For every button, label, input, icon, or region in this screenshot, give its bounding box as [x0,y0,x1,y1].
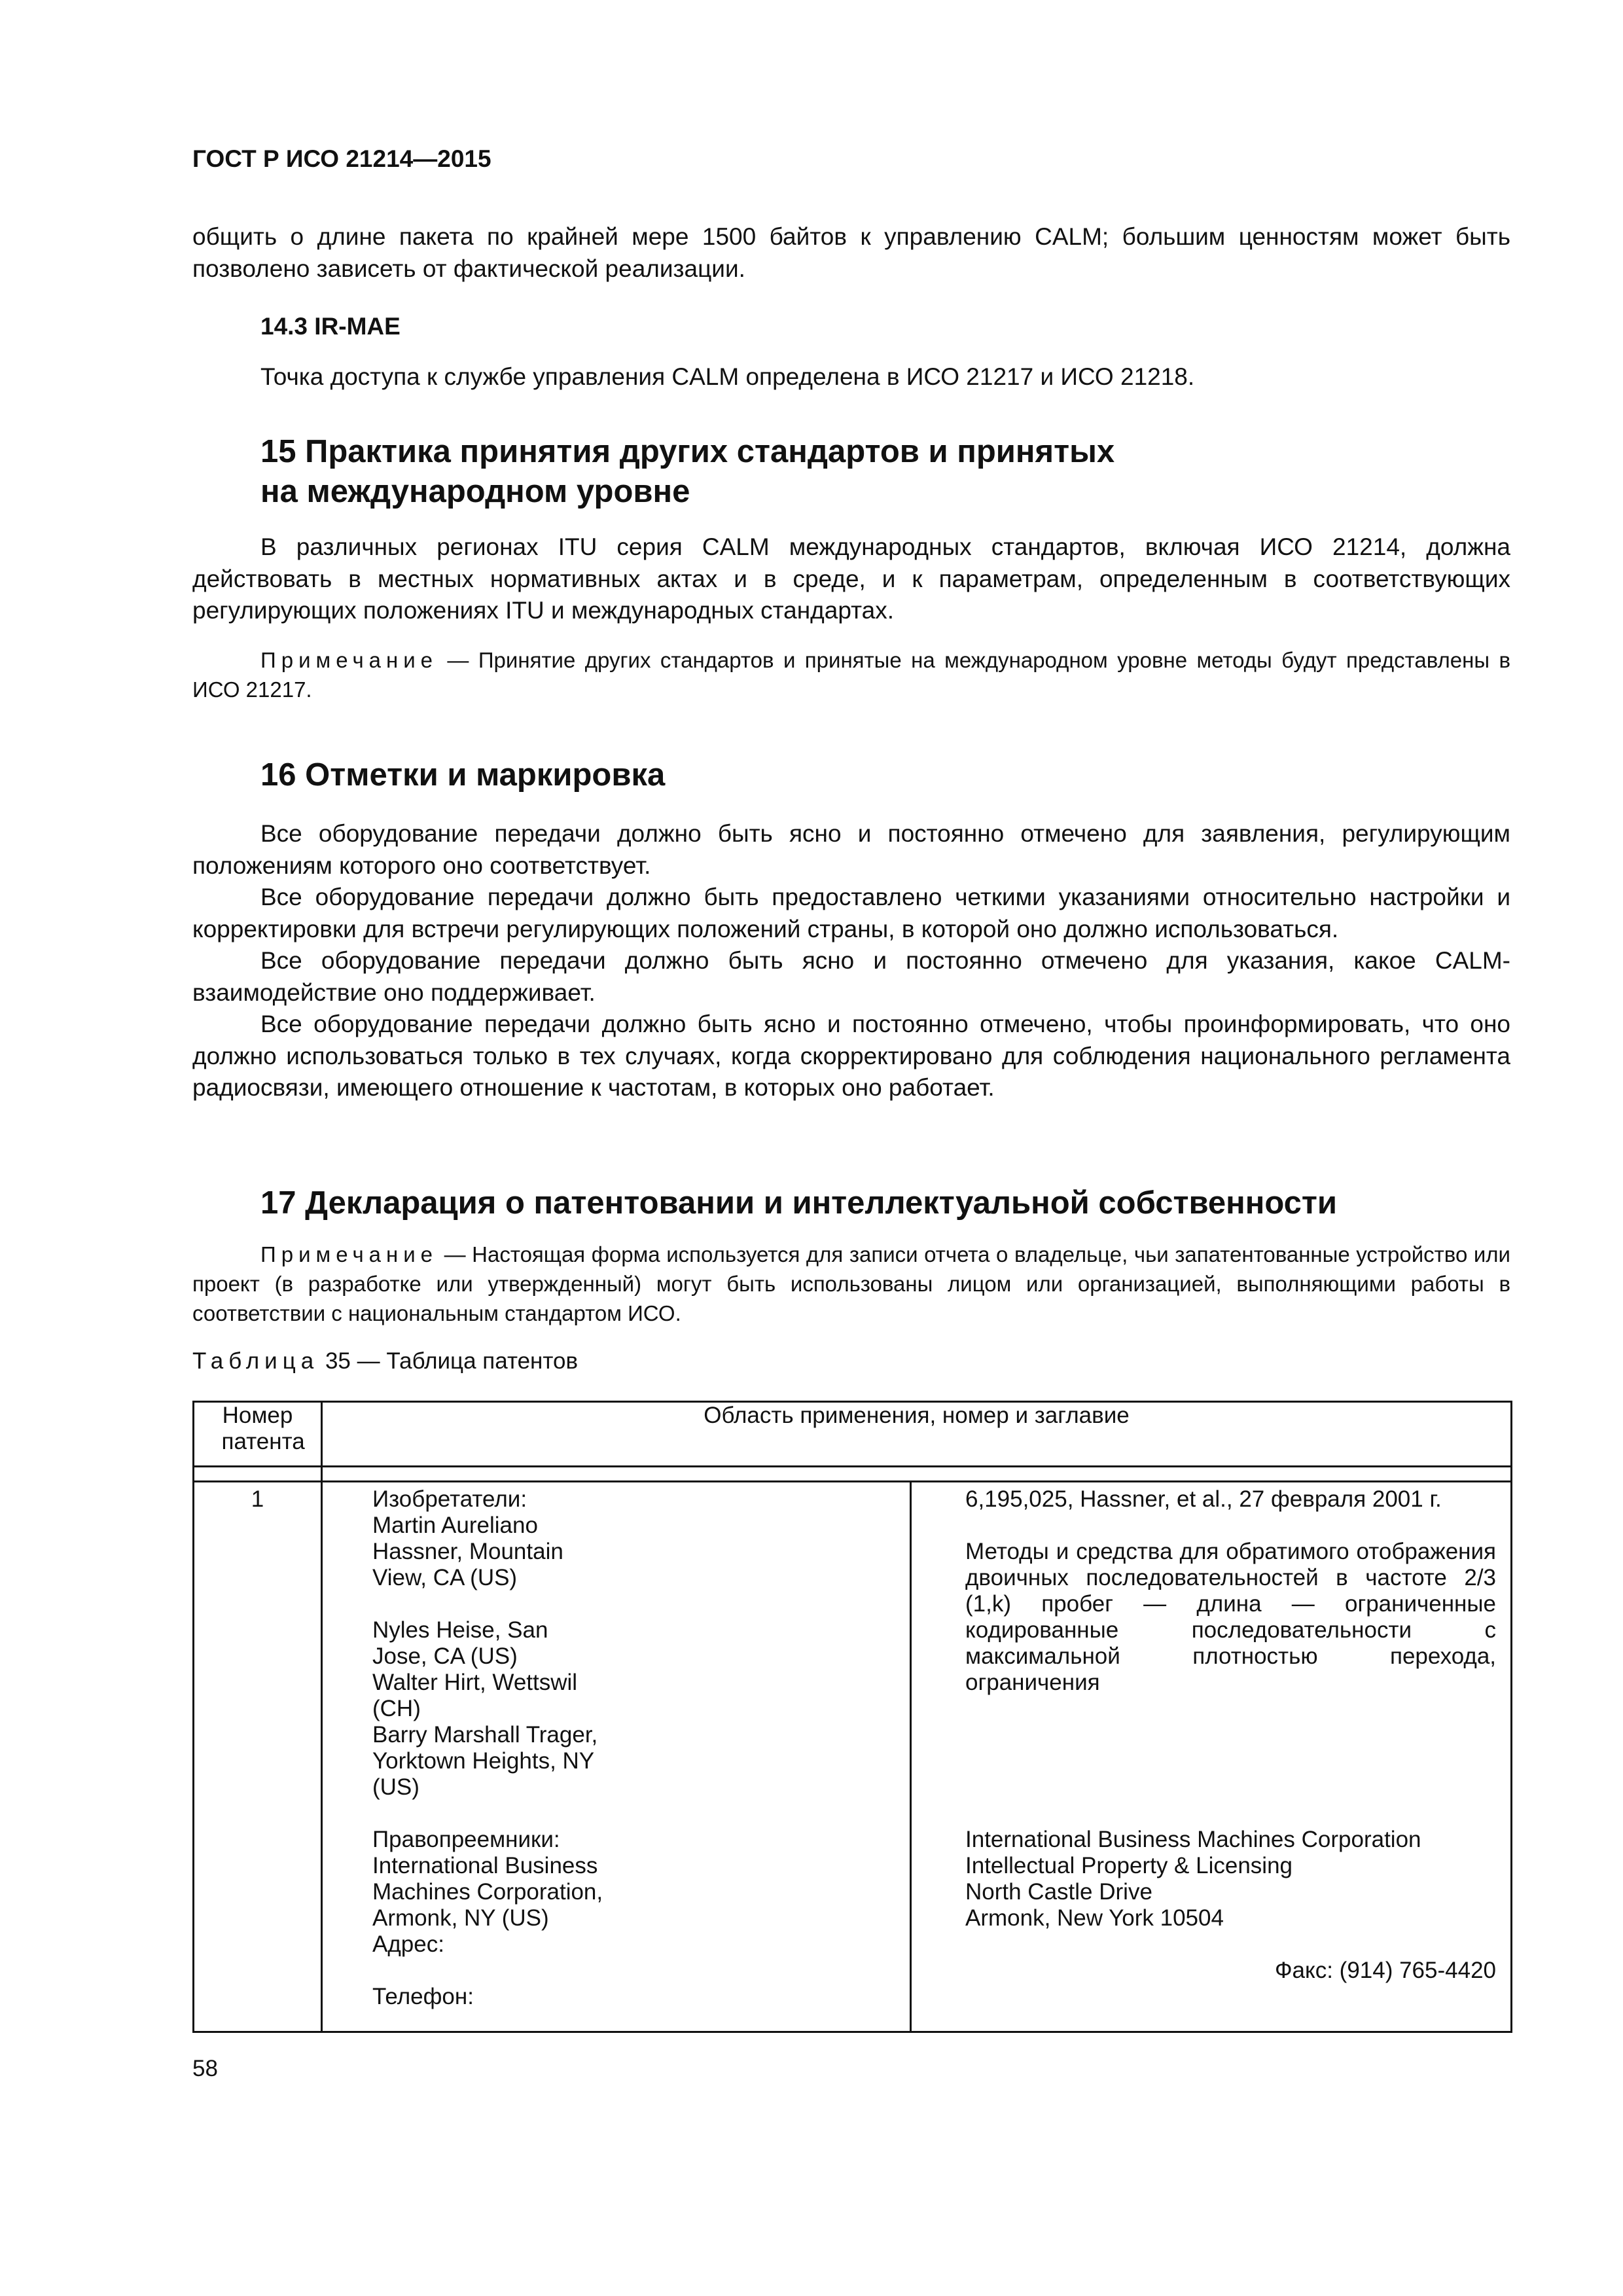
header-separator [194,1467,1512,1482]
table-row [194,1482,1512,2032]
section-16-paragraph-2: Все оборудование передачи должно быть предоставлено четкими указаниями относительно настройки и корректировки для встречи регулирующих положений страны, в которой оно должно использоваться. [192,884,1510,942]
section-16-body [192,818,1510,1104]
parties-cell [322,1482,911,2032]
intro-paragraph: общить о длине пакета по крайней мере 1500 байтов к управлению CALM; большим ценностям может быть позволено зависеть от фактической реализации. [192,223,1510,282]
phone-label: Телефон: [372,1984,474,2009]
column-header-number: Номер патента [194,1402,322,1467]
section-16-heading: 16 Отметки и маркировка [260,757,666,793]
table-caption-text: 35 — Таблица патентов [319,1348,579,1374]
note-text: — Настоящая форма используется для записи отчета о владельце, чьи запатентованные устройство или проект (в разработке или утвержденный) могут быть использованы лицом или организацией, выполняющими работы в соответствии с национальным стандартом ИСО. [192,1242,1510,1325]
note-label: Примечание [260,648,438,672]
section-15-note [192,645,1510,704]
inventor-entry: Martin Aureliano Hassner, Mountain View, CA (US) [372,1513,563,1590]
section-16-paragraph-4: Все оборудование передачи должно быть ясно и постоянно отмечено, чтобы проинформировать, что оно должно использоваться только в тех случаях, когда скорректировано для соблюдения национального регламента радиосвязи, имеющего отношение к частотам, в которых оно работает. [192,1011,1510,1101]
table-caption-label: Таблица [192,1348,319,1374]
section-17-note [192,1240,1510,1328]
address-line: North Castle Drive [965,1879,1152,1905]
patent-table [192,1401,1512,2033]
table-header-row [194,1402,1512,1467]
section-15-heading [260,432,1115,512]
inventor-entry: Barry Marshall Trager, Yorktown Heights, NY (US) [372,1722,598,1800]
section-15-heading-line2: на международном уровне [260,474,690,509]
patent-title: Методы и средства для обратимого отображения двоичных последовательностей в частоте 2/3 (1,k) пробег — длина — ограниченные кодированные последовательности с максимальной плотностью перехода, ограничения [965,1539,1497,1695]
patent-number-cell: 1 [194,1482,322,2032]
section-15-text: В различных регионах ITU серия CALM международных стандартов, включая ИСО 21214, должна действовать в местных нормативных актах и в среде, и к параметрам, определенным в соответствующих регулирующих положениях ITU и международных стандартах. [192,533,1510,624]
column-header-scope: Область применения, номер и заглавие [322,1402,1512,1467]
inventor-entry: Walter Hirt, Wettswil (CH) [372,1670,578,1721]
section-16-paragraph-3: Все оборудование передачи должно быть ясно и постоянно отмечено для указания, какое CALM-взаимодействие оно поддерживает. [192,947,1510,1006]
note-label: Примечание [260,1242,438,1266]
address-line: International Business Machines Corporation [965,1827,1421,1852]
assignees-label: Правопреемники: [372,1827,560,1852]
address-label: Адрес: [372,1931,444,1957]
patent-reference: 6,195,025, Hassner, et al., 27 февраля 2001 г. [965,1486,1442,1512]
document-header: ГОСТ Р ИСО 21214—2015 [192,145,491,172]
note-text: — Принятие других стандартов и принятые на международном уровне методы будут представлены в ИСО 21217. [192,648,1510,702]
section-14-3-text: Точка доступа к службе управления CALM определена в ИСО 21217 и ИСО 21218. [260,363,1195,390]
section-15-heading-line1: 15 Практика принятия других стандартов и принятых [260,434,1115,469]
page-number: 58 [192,2056,218,2081]
fax-number: Факс: (914) 765-4420 [1274,1958,1497,1983]
inventor-entry: Nyles Heise, San Jose, CA (US) [372,1617,548,1669]
address-line: Intellectual Property & Licensing [965,1853,1293,1878]
section-17-heading: 17 Декларация о патентовании и интеллектуальной собственности [260,1185,1338,1221]
assignee-entry: International Business Machines Corporation, Armonk, NY (US) [372,1853,603,1931]
section-16-paragraph-1: Все оборудование передачи должно быть ясно и постоянно отмечено для заявления, регулирующим положениям которого оно соответствует. [192,820,1510,879]
inventors-label: Изобретатели: [372,1486,527,1512]
patent-details-cell [911,1482,1512,2032]
table-caption [192,1348,578,1374]
section-14-3-heading: 14.3 IR-MAE [260,313,401,340]
address-line: Armonk, New York 10504 [965,1905,1224,1931]
